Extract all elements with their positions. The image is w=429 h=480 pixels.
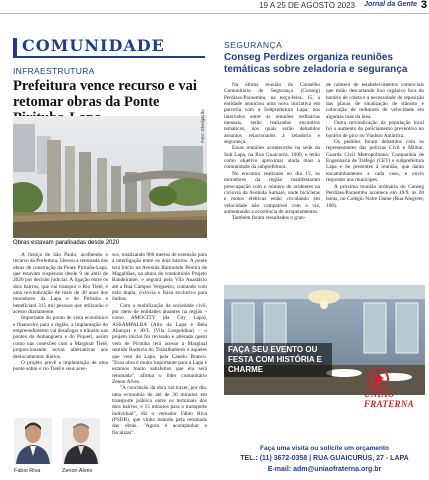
portrait-name: Fabio Riva — [14, 468, 41, 474]
photo-credit: Foto: Divulgação — [200, 109, 205, 143]
article-kicker: INFRAESTRUTURA — [13, 66, 95, 76]
article-right-column-2 — [326, 82, 424, 209]
paragraph: Outra reivindicação da população local foi o aumento do policiamento preventivo no horário de pico no Viaduto Antártica. — [326, 120, 424, 139]
ad-email-line: E-mail: adm@uniaofraterna.org.br — [267, 466, 382, 473]
advertisement — [224, 285, 425, 480]
ad-contact-line: TEL.: (11) 3672-0358 | RUA GUAICURUS, 27 - LAPA — [240, 455, 409, 462]
ad-banner-text: FAÇA SEU EVENTO OU FESTA COM HISTÓRIA E CHARME — [224, 343, 332, 377]
issue-date: 19 A 25 DE AGOSTO 2023 — [259, 1, 355, 10]
paragraph: de número de estabelecimentos comerciais que estão descartando lixo orgânico fora do horário de coleta e a necessidade de reposição das placas de sinalização de trânsito e colocação de redutores de velocidade em algumas ruas da área. — [326, 82, 424, 120]
portrait-zenon-alves — [62, 418, 100, 464]
article-column-2 — [112, 252, 207, 436]
article-headline-right: Conseg Perdizes organiza reuniões temáticas sobre zeladoria e segurança — [224, 52, 408, 75]
page-number: 3 — [420, 0, 427, 11]
paragraph: Essas reuniões acontecerão na sede da Sub Lapa, na Rua Guaicurús, 1000, e terão como objetivo aproximar ainda mais a comunidade da subprefeitura. — [224, 145, 320, 171]
paragraph: Também foram ressaltados o gran- — [232, 215, 306, 222]
logo-text: UNIÃO FRATERNA — [364, 389, 414, 409]
article-right-column-1 — [224, 82, 320, 222]
construction-photo — [13, 116, 207, 238]
paragraph: No encontro realizado no dia 15, os moradores da região manifestaram preocupação com o número de acidentes na ciclovia da Avenida Sumaré, onde bicicletas e motos elétricas estão circulando em velocidade não compatível com a via, aumentando a ocorrência de atropelamentos. — [224, 170, 320, 215]
article-column-1 — [13, 252, 108, 373]
paragraph: Os pedidos foram debatidos com os representantes das policias Civil e Militar, Guarda Civil Metropolitana, Companhia de Engenharia de Tráfego (CET) e subprefeitura Lapa e Se presentes à reunião, que darão encaminhamento a cada caso, e envio respostas aos munícipes. — [326, 139, 424, 184]
portrait-name: Zenon Alves — [62, 468, 93, 474]
newspaper-brand: Jornal da Gente — [364, 1, 417, 8]
paragraph: Na última reunião do Conselho Comunitário de Segurança (Conseg) Perdizes/Pacaembu, na terça-feira, 15, a entidade anunciou uma nova iniciativa em parceria com a Subprefeitura Lapa: nos intervalos entre as reuniões ordinárias mensais, serão realizados encontros temáticos, nos quais serão debatidos assuntos relacionados à zeladoria e segurança. — [224, 82, 320, 146]
section-header — [13, 36, 205, 58]
paragraph: Importante do ponto de vista econômico e financeiro para a região, a implantação do empreendimento vai desafogar o trânsito nas pontes do Anhanguera e do Piqueri, assim como nas conexões com a Marginal Tietê, proporcionando novas alternativas aos deslocamentos diários. — [13, 315, 108, 360]
section-bar — [13, 38, 17, 56]
page-header — [0, 0, 429, 14]
portrait-fabio-riva — [14, 418, 52, 464]
section-title-right: SEGURANÇA — [224, 40, 283, 50]
uniao-fraterna-logo — [364, 367, 424, 409]
paragraph: Com a mobilização da sociedade civil, por meio de entidades atuantes na região – como AMOCITY (da City Lapa), ASSAMPALBA (Alto da Lapa e Bela Aliança) e AVL (Vila Leopoldina) – o projeto inicial foi revisado e alterado quem vem de Pirituba terá acesso à Marginal sentido Rodovia do Trabalhadores e aqueles que vem da Lapa, pela Canelo Branco. "Essa obra é muito importante para a Lapa e estamos muito satisfeitos que ela será retomada", afirma o líder comunitário Zenon Alves. — [112, 302, 207, 385]
ad-visit-line: Faça uma visita ou solicite um orçamento — [260, 445, 389, 452]
section-title: COMUNIDADE — [22, 36, 165, 55]
paragraph: A próxima reunião ordinária do Conseg Perdizes/Pacaembu acontece em 19/9, às 20 horas, no Colégio Notre Dame (Rua Alegrete, 168). — [326, 183, 424, 209]
paragraph: A Justiça de São Paulo, acolhendo o recurso da Prefeitura, liberou a retomada das obras de construção da Ponte Pirituba-Lapa, que estavam suspensas desde 9 de abril de 2020 por decisão judicial. A ligação entre os dois bairros, que vai transpor o Rio Tietê, é uma reivindicação de mais de 40 anos dos moradores da Lapa e de Pirituba e beneficiará 315 mil pessoas que utilizarão o acesso diariamente. — [13, 252, 108, 316]
paragraph: O projeto prevê a implantação de uma ponte sobre o rio Tietê e seus aces- — [13, 359, 108, 373]
paragraph: sos, totalizando 900 metros de extensão para a interligação entre os dois bairros. A ponte terá início na Avenida Raimundo Pereira de Magalhães, na altura do condomínio Projeto Bandeirante, e seguirá pela Vila Anastácio até a Rua Campos Vergueiro, contando com mão dupla, ciclovia e faixa exclusiva para ônibus. — [112, 252, 207, 303]
photo-caption: Obras estavam paralisadas desde 2020 — [13, 240, 120, 246]
paragraph: "A conclusão da obra vai trazer, por dia, uma economia de até de 36 minutos em transporte público entre os terminais dos dois bairros, e 15 minutos para o transporte individual", diz o vereador Fábio Riva (PSDB), que vinha lutando pela retomada das obras. "Agora é acompanhar e fiscalizar". — [112, 385, 207, 436]
article-headline: Prefeitura vence recurso e vai retomar obras da Ponte — [13, 78, 197, 110]
